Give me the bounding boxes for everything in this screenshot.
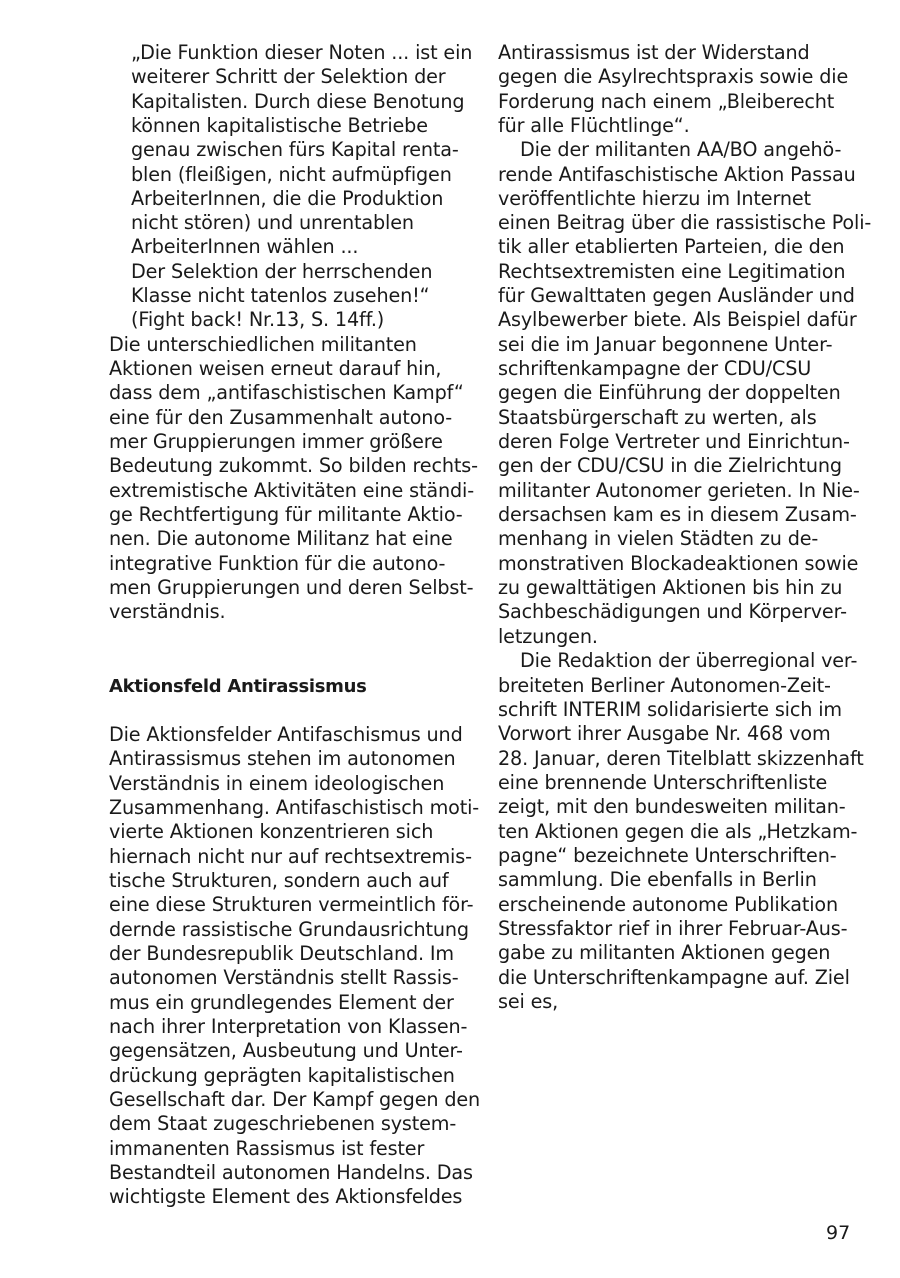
text-line: die Unterschriftenkampagne auf. Ziel (498, 966, 850, 989)
text-line: Rechtsextremisten eine Legitimation (498, 260, 846, 283)
text-line: vierte Aktionen konzentrieren sich (109, 820, 434, 843)
text-line: Die Redaktion der überregional ver- (520, 649, 858, 672)
text-line: Bestandteil autonomen Handelns. Das (109, 1161, 473, 1184)
quote-line: können kapitalistische Betriebe (131, 114, 428, 137)
text-line: 28. Januar, deren Titelblatt skizzenhaft (498, 747, 864, 770)
text-line: erscheinende autonome Publikation (498, 893, 838, 916)
text-line: schriftenkampagne der CDU/CSU (498, 357, 812, 380)
text-line: rende Antifaschistische Aktion Passau (498, 163, 856, 186)
text-line: Zusammenhang. Antifaschistisch moti- (109, 796, 480, 819)
text-line: Forderung nach einem „Bleiberecht (498, 90, 835, 113)
text-line: eine diese Strukturen vermeintlich för- (109, 893, 474, 916)
text-line: veröffentlichte hierzu im Internet (498, 187, 811, 210)
text-line: Aktionen weisen erneut darauf hin, (109, 357, 442, 380)
text-line: Gesellschaft dar. Der Kampf gegen den (109, 1088, 481, 1111)
text-line: Staatsbürgerschaft zu werten, als (498, 406, 817, 429)
quote-line: nicht stören) und unrentablen (131, 211, 414, 234)
text-line: mus ein grundlegendes Element der (109, 991, 454, 1014)
text-line: tische Strukturen, sondern auch auf (109, 869, 449, 892)
text-line: verständnis. (109, 600, 226, 623)
text-line: nen. Die autonome Militanz hat eine (109, 527, 453, 550)
text-line: eine brennende Unterschriftenliste (498, 771, 828, 794)
text-line: für Gewalttaten gegen Ausländer und (498, 284, 855, 307)
section-heading: Aktionsfeld Antirassismus (109, 676, 367, 697)
text-line: men Gruppierungen und deren Selbst- (109, 576, 474, 599)
text-line: dersachsen kam es in diesem Zusam- (498, 503, 857, 526)
text-line: Die unterschiedlichen militanten (109, 333, 417, 356)
text-line: tik aller etablierten Parteien, die den (498, 235, 845, 258)
text-line: ge Rechtfertigung für militante Aktio- (109, 503, 463, 526)
text-line: Antirassismus stehen im autonomen (109, 747, 456, 770)
text-line: monstrativen Blockadeaktionen sowie (498, 552, 859, 575)
quote-line: Klasse nicht tatenlos zusehen!“ (131, 284, 430, 307)
text-line: integrative Funktion für die autono- (109, 552, 446, 575)
text-line: gegen die Einführung der doppelten (498, 381, 841, 404)
text-line: sei es, (498, 990, 559, 1013)
quote-line: Kapitalisten. Durch diese Benotung (131, 90, 465, 113)
text-line: letzungen. (498, 625, 598, 648)
text-line: Stressfaktor rief in ihrer Februar-Aus- (498, 917, 848, 940)
text-line: eine für den Zusammenhalt autono- (109, 406, 453, 429)
text-line: Asylbewerber biete. Als Beispiel dafür (498, 308, 857, 331)
text-line: ten Aktionen gegen die als „Hetzkam- (498, 820, 858, 843)
text-line: breiteten Berliner Autonomen-Zeit- (498, 674, 831, 697)
text-line: autonomen Verständnis stellt Rassis- (109, 966, 459, 989)
text-line: Bedeutung zukommt. So bilden rechts- (109, 454, 478, 477)
text-line: extremistische Aktivitäten eine ständi- (109, 479, 474, 502)
quote-line: ArbeiterInnen, die die Produktion (131, 187, 444, 210)
quote-line: weiterer Schritt der Selektion der (131, 65, 446, 88)
text-line: immanenten Rassismus ist fester (109, 1137, 425, 1160)
text-line: gabe zu militanten Aktionen gegen (498, 941, 831, 964)
text-line: sammlung. Die ebenfalls in Berlin (498, 868, 817, 891)
text-line: deren Folge Vertreter und Einrichtun- (498, 430, 850, 453)
text-line: zu gewalttätigen Aktionen bis hin zu (498, 576, 843, 599)
text-line: nach ihrer Interpretation von Klassen- (109, 1015, 468, 1038)
text-line: Antirassismus ist der Widerstand (498, 41, 810, 64)
text-line: dernde rassistische Grundausrichtung (109, 918, 469, 941)
quote-line: blen (fleißigen, nicht aufmüpfigen (131, 163, 452, 186)
quote-line: ArbeiterInnen wählen ... (131, 235, 359, 258)
text-line: gen der CDU/CSU in die Zielrichtung (498, 454, 842, 477)
text-line: hiernach nicht nur auf rechtsextremis- (109, 845, 472, 868)
text-line: menhang in vielen Städten zu de- (498, 527, 819, 550)
quote-line: Der Selektion der herrschenden (131, 260, 433, 283)
text-line: einen Beitrag über die rassistische Poli- (498, 211, 872, 234)
text-line: dass dem „antifaschistischen Kampf“ (109, 381, 464, 404)
quote-line: „Die Funktion dieser Noten ... ist ein (131, 41, 473, 64)
text-line: gegensätzen, Ausbeutung und Unter- (109, 1039, 463, 1062)
text-line: Verständnis in einem ideologischen (109, 772, 445, 795)
text-line: pagne“ bezeichnete Unterschriften- (498, 844, 837, 867)
quote-citation: (Fight back! Nr.13, S. 14ff.) (131, 308, 385, 331)
text-line: schrift INTERIM solidarisierte sich im (498, 698, 842, 721)
text-line: militanter Autonomer gerieten. In Nie- (498, 479, 860, 502)
text-line: Vorwort ihrer Ausgabe Nr. 468 vom (498, 722, 831, 745)
page-number: 97 (826, 1222, 851, 1244)
text-line: der Bundesrepublik Deutschland. Im (109, 942, 454, 965)
text-line: gegen die Asylrechtspraxis sowie die (498, 65, 849, 88)
text-line: zeigt, mit den bundesweiten militan- (498, 795, 846, 818)
text-line: Die der militanten AA/BO angehö- (520, 138, 842, 161)
text-line: Die Aktionsfelder Antifaschismus und (109, 723, 463, 746)
text-line: für alle Flüchtlinge“. (498, 114, 690, 137)
text-line: sei die im Januar begonnene Unter- (498, 333, 833, 356)
text-line: drückung geprägten kapitalistischen (109, 1064, 455, 1087)
quote-line: genau zwischen fürs Kapital renta- (131, 138, 459, 161)
text-line: wichtigste Element des Aktionsfeldes (109, 1185, 463, 1208)
text-line: mer Gruppierungen immer größere (109, 430, 443, 453)
text-line: dem Staat zugeschriebenen system- (109, 1112, 457, 1135)
text-line: Sachbeschädigungen und Körperver- (498, 600, 847, 623)
